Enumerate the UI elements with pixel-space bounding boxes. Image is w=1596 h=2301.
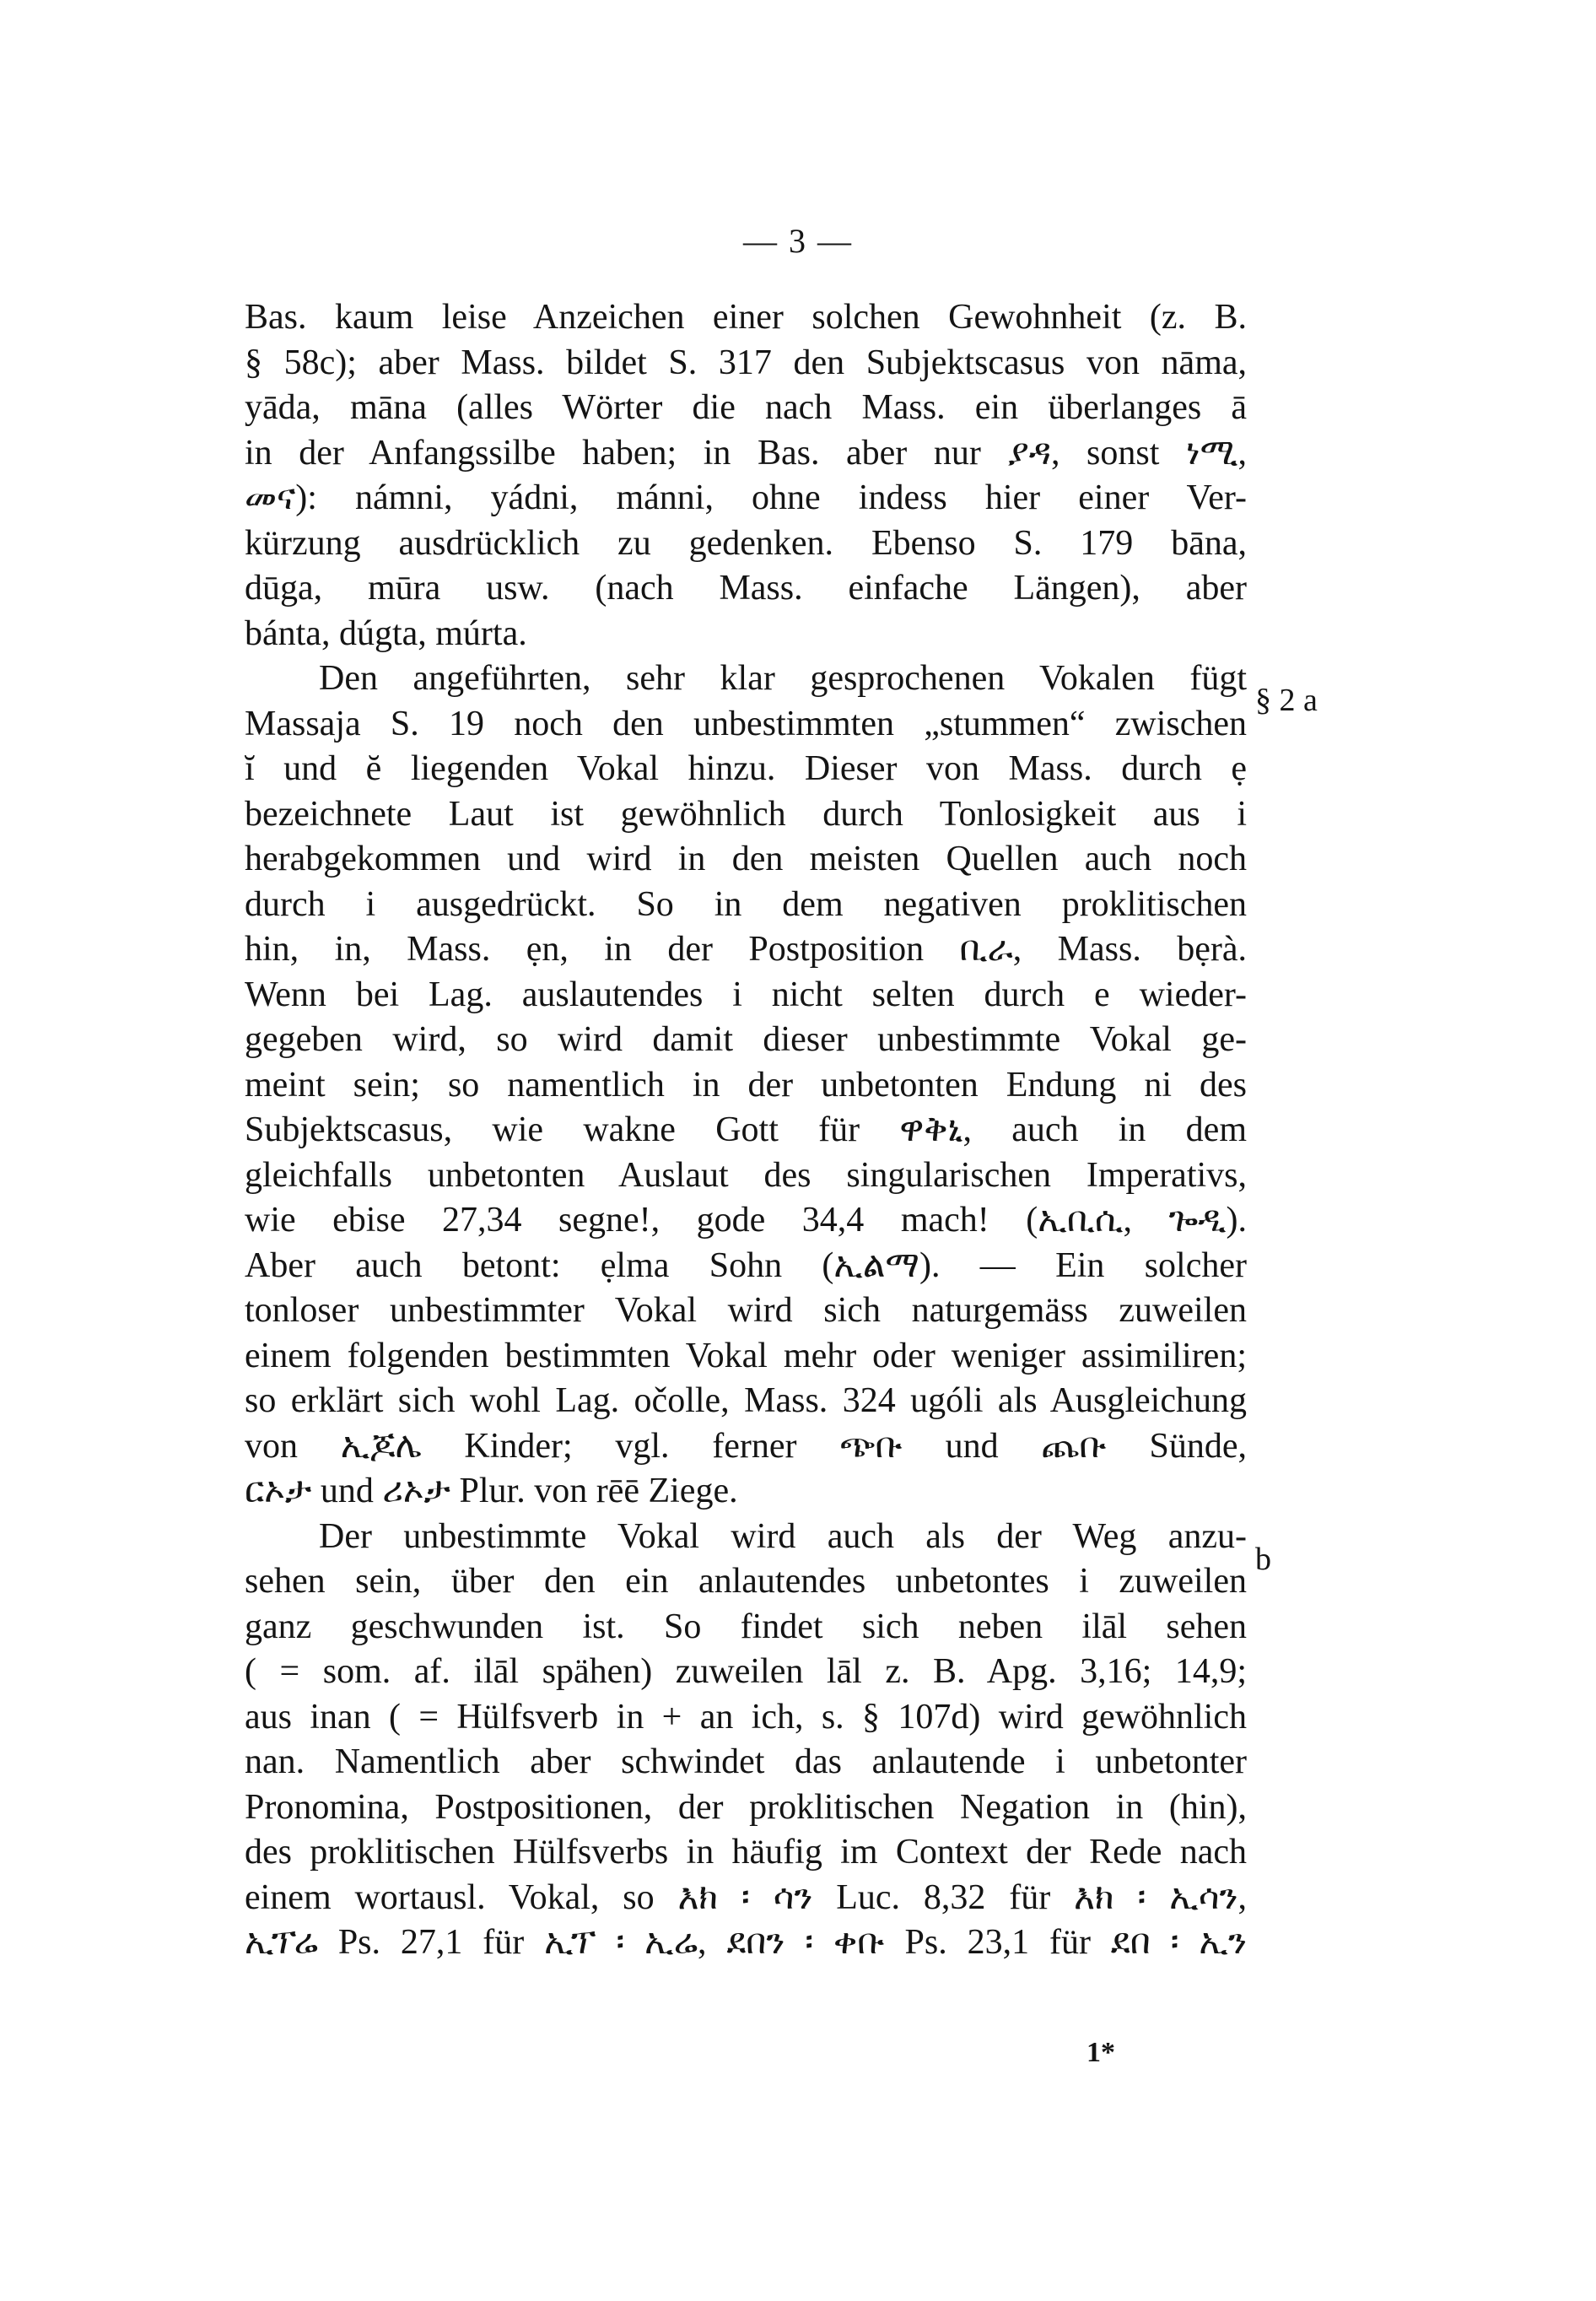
text-line: bezeichnete Laut ist gewöhnlich durch Tonlosigkeit aus i: [245, 794, 1247, 834]
text-line: ganz geschwunden ist. So findet sich neben ilāl sehen: [245, 1607, 1247, 1646]
signature-mark: 1*: [1086, 2037, 1115, 2068]
text-line: von ኢጆሌ Kinder; vgl. ferner ጭቡ und ጨቡ Sünde,: [245, 1426, 1247, 1466]
text-line: durch i ausgedrückt. So in dem negativen proklitischen: [245, 884, 1247, 924]
text-line: Pronomina, Postpositionen, der proklitischen Negation in (hin),: [245, 1787, 1247, 1827]
text-line: des proklitischen Hülfsverbs in häufig im Context der Rede nach: [245, 1833, 1247, 1872]
text-line: wie ebise 27,34 segne!, gode 34,4 mach! (ኢቢሲ, ጐዲ).: [245, 1201, 1247, 1240]
text-line: ኢፕሬ Ps. 27,1 für ኢፕ ፡ ኢሬ, ደበን ፡ ቀቡ Ps. 23,1 für ደበ ፡ ኢን: [245, 1923, 1247, 1962]
text-line: Den angeführten, sehr klar gesprochenen Vokalen fügt: [319, 659, 1247, 698]
text-line: gegeben wird, so wird damit dieser unbestimmte Vokal ge-: [245, 1020, 1247, 1059]
text-line: Aber auch betont: ẹlma Sohn (ኢልማ). — Ein solcher: [245, 1245, 1247, 1285]
text-line: aus inan ( = Hülfsverb in + an ich, s. § 107d) wird gewöhnlich: [245, 1697, 1247, 1737]
text-line: einem wortausl. Vokal, so እክ ፡ ሳን Luc. 8,32 für እክ ፡ ኢሳን,: [245, 1877, 1247, 1917]
text-line: መና): námni, yádni, mánni, ohne indess hier einer Ver-: [245, 478, 1247, 517]
text-line: meint sein; so namentlich in der unbetonten Endung ni des: [245, 1065, 1247, 1105]
text-line: Wenn bei Lag. auslautendes i nicht selten durch e wieder-: [245, 975, 1247, 1014]
text-line: bánta, dúgta, múrta.: [245, 613, 527, 653]
text-line: herabgekommen und wird in den meisten Quellen auch noch: [245, 840, 1247, 878]
margin-note-section-2a: § 2 a: [1255, 683, 1318, 718]
text-line: tonloser unbestimmter Vokal wird sich naturgemäss zuweilen: [245, 1291, 1247, 1330]
text-line: ( = som. af. ilāl spähen) zuweilen lāl z. B. Apg. 3,16; 14,9;: [245, 1652, 1247, 1691]
text-line: Bas. kaum leise Anzeichen einer solchen Gewohnheit (z. B.: [245, 298, 1247, 337]
paragraph-2: [245, 656, 1247, 1515]
text-line: sehen sein, über den ein anlautendes unbetontes i zuweilen: [245, 1562, 1247, 1601]
text-line: Massaja S. 19 noch den unbestimmten „stummen“ zwischen: [245, 704, 1247, 743]
text-line: Subjektscasus, wie wakne Gott für ዋቅኒ, auch in dem: [245, 1110, 1247, 1149]
text-line: hin, in, Mass. ẹn, in der Postposition ቢራ, Mass. bẹrà.: [245, 930, 1247, 969]
page-number: — 3 —: [743, 222, 853, 260]
text-line: so erklärt sich wohl Lag. očolle, Mass. 324 ugóli als Ausgleichung: [245, 1381, 1247, 1420]
text-line: ርኦታ und ሪኦታ Plur. von rēē Ziege.: [245, 1472, 738, 1510]
text-line: dūga, mūra usw. (nach Mass. einfache Längen), aber: [245, 569, 1247, 608]
text-line: nan. Namentlich aber schwindet das anlautende i unbetonter: [245, 1742, 1247, 1781]
text-line: § 58c); aber Mass. bildet S. 317 den Subjektscasus von nāma,: [245, 343, 1247, 382]
paragraph-1: [245, 295, 1247, 656]
body-text: [245, 295, 1247, 1966]
text-line: einem folgenden bestimmten Vokal mehr oder weniger assimiliren;: [245, 1336, 1247, 1375]
paragraph-3: [245, 1515, 1247, 1966]
text-line: gleichfalls unbetonten Auslaut des singularischen Imperativs,: [245, 1155, 1247, 1195]
text-line: ĭ und ĕ liegenden Vokal hinzu. Dieser von Mass. durch ẹ: [245, 749, 1247, 788]
margin-note-section-b: b: [1255, 1542, 1271, 1577]
text-line: Der unbestimmte Vokal wird auch als der Weg anzu-: [319, 1516, 1247, 1556]
text-line: in der Anfangssilbe haben; in Bas. aber nur ያዳ, sonst ነሚ,: [245, 433, 1247, 473]
text-line: yāda, māna (alles Wörter die nach Mass. ein überlanges ā: [245, 388, 1247, 427]
text-line: kürzung ausdrücklich zu gedenken. Ebenso S. 179 bāna,: [245, 523, 1247, 563]
